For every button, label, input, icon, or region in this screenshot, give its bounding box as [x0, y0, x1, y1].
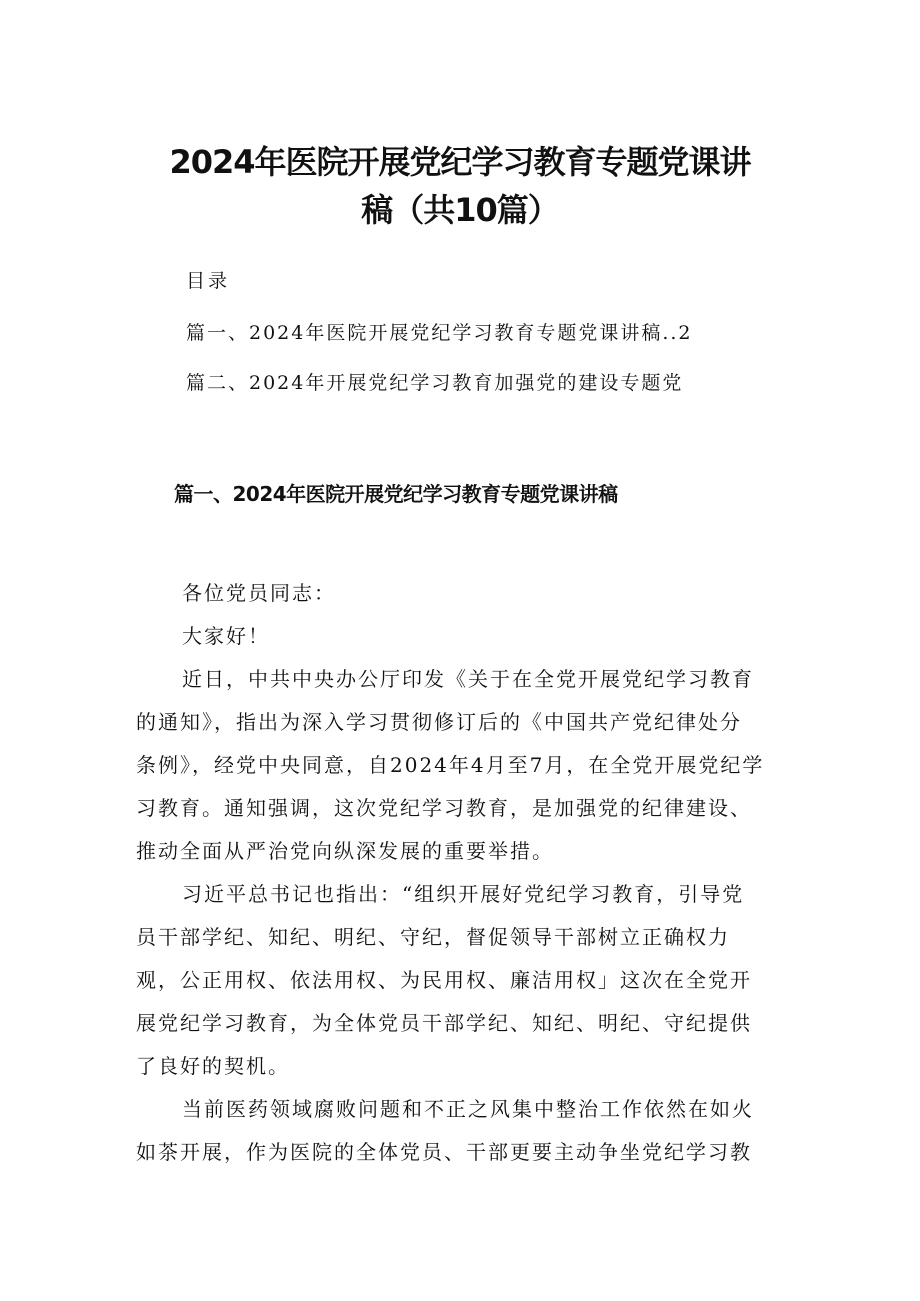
paragraph-2-line-3: 观，公正用权、依法用权、为民用权、廉洁用权」这次在全党开 — [136, 968, 752, 992]
greeting: 大家好！ — [182, 624, 270, 648]
paragraph-2-line-2: 员干部学纪、知纪、明纪、守纪，督促领导干部树立正确权力 — [136, 925, 730, 949]
paragraph-2-line-5: 了良好的契机。 — [136, 1054, 290, 1078]
section-heading: 篇一、2024年医院开展党纪学习教育专题党课讲稿 — [174, 482, 618, 506]
paragraph-2-line-4: 展党纪学习教育，为全体党员干部学纪、知纪、明纪、守纪提供 — [136, 1011, 752, 1035]
document-title-line-2: 稿（共10篇） — [361, 191, 559, 229]
salutation: 各位党员同志： — [182, 581, 336, 605]
paragraph-1-line-3: 条例》，经党中央同意，自2024年4月至7月，在全党开展党纪学 — [136, 753, 765, 777]
paragraph-1-line-1: 近日，中共中央办公厅印发《关于在全党开展党纪学习教育 — [182, 667, 754, 691]
paragraph-1-line-2: 的通知》，指出为深入学习贯彻修订后的《中国共产党纪律处分 — [136, 710, 742, 734]
paragraph-2-line-1: 习近平总书记也指出：“组织开展好党纪学习教育，引导党 — [182, 882, 745, 906]
toc-item-2[interactable]: 篇二、2024年开展党纪学习教育加强党的建设专题党 — [186, 372, 684, 394]
paragraph-3-line-2: 如茶开展，作为医院的全体党员、干部更要主动争坐党纪学习教 — [136, 1140, 752, 1164]
paragraph-3-line-1: 当前医药领域腐败问题和不正之风集中整治工作依然在如火 — [182, 1097, 754, 1121]
paragraph-1-line-5: 推动全面从严治党向纵深发展的重要举措。 — [136, 839, 554, 863]
toc-item-1[interactable]: 篇一、2024年医院开展党纪学习教育专题党课讲稿..2 — [186, 322, 693, 344]
toc-label: 目录 — [186, 270, 231, 292]
document-title-line-1: 2024年医院开展党纪学习教育专题党课讲 — [169, 143, 751, 181]
paragraph-1-line-4: 习教育。通知强调，这次党纪学习教育，是加强党的纪律建设、 — [136, 796, 752, 820]
